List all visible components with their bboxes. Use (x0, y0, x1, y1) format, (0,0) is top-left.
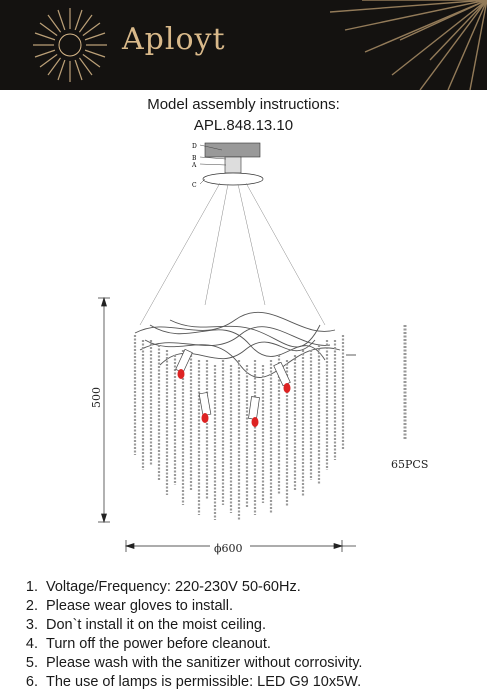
instruction-list (0, 578, 487, 692)
instruction-item: 3. Don`t install it on the moist ceiling. (42, 616, 487, 635)
bulb-icon (284, 383, 291, 393)
mount-bracket (225, 157, 241, 173)
crystal-count-label: 65PCS (391, 458, 429, 471)
part-label-d: D (192, 143, 197, 150)
height-dimension-label: 500 (90, 387, 103, 408)
model-code: APL.848.13.10 (193, 117, 294, 134)
chandelier-diagram (0, 135, 487, 565)
document-title: Model assembly instructions: (147, 96, 340, 113)
bulb-icon (178, 369, 185, 379)
bulb-icon (202, 413, 209, 423)
bulb-icon (252, 417, 259, 427)
instruction-item: 4. Turn off the power before cleanout. (42, 635, 487, 654)
height-dimension (98, 298, 110, 522)
ceiling-canopy (205, 143, 260, 157)
sunburst-icon (0, 0, 487, 90)
brand-banner (0, 0, 487, 90)
frame-arms (135, 312, 340, 377)
part-label-b: B (192, 155, 197, 162)
part-label-c: C (192, 182, 197, 189)
part-label-a: A (192, 162, 197, 169)
instruction-item: 6. The use of lamps is permissible: LED G9 10x5W. (42, 673, 487, 692)
lamp-holders (176, 349, 291, 427)
instruction-item: 2. Please wear gloves to install. (42, 597, 487, 616)
instruction-item: 1. Voltage/Frequency: 220-230V 50-60Hz. (42, 578, 487, 597)
crystal-strands (135, 335, 343, 520)
width-dimension-label: ϕ600 (214, 542, 243, 555)
instruction-item: 5. Please wash with the sanitizer without corrosivity. (42, 654, 487, 673)
brand-name: Aployt (122, 22, 226, 57)
canopy-cup (203, 173, 263, 185)
suspension-cables (140, 183, 325, 325)
